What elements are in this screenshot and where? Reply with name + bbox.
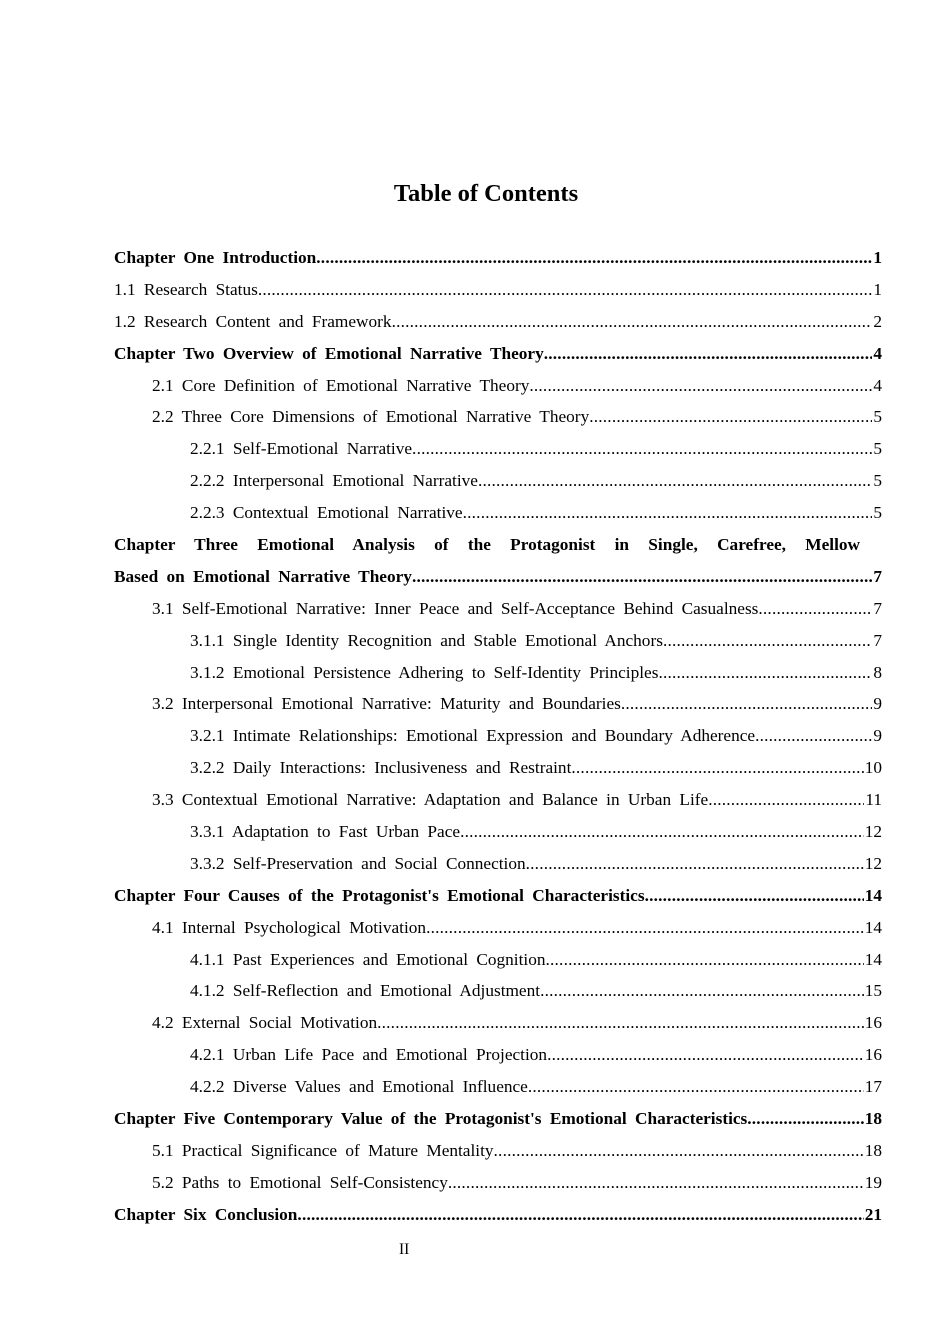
dot-leader xyxy=(316,242,872,274)
toc-entry-title: 1.1 Research Status xyxy=(114,279,258,299)
toc-entry-page: 1 xyxy=(873,248,882,267)
toc-entry-page: 12 xyxy=(864,853,882,873)
toc-entry-title: 3.2.1 Intimate Relationships: Emotional Expression and Boundary Adherence xyxy=(190,726,756,746)
dot-leader xyxy=(645,880,864,912)
toc-entry-title: 3.1.2 Emotional Persistence Adhering to Self-Identity Principles xyxy=(190,662,659,682)
toc-entry-page: 14 xyxy=(864,949,882,969)
toc-entry-2-1[interactable] xyxy=(114,370,882,402)
toc-entry-title: 3.3 Contextual Emotional Narrative: Adaptation and Balance in Urban Life xyxy=(152,790,709,810)
toc-entry-chapter-6[interactable] xyxy=(114,1199,882,1231)
toc-entry-page: 18 xyxy=(864,1140,882,1160)
toc-entry-title: Chapter Five Contemporary Value of the Protagonist's Emotional Characteristics xyxy=(114,1109,748,1129)
toc-entry-3-3-2[interactable] xyxy=(114,848,882,880)
toc-entry-page: 8 xyxy=(873,662,882,682)
toc-entry-3-1[interactable] xyxy=(114,593,882,625)
dot-leader xyxy=(426,912,864,944)
toc-entry-title: 3.3.2 Self-Preservation and Social Connection xyxy=(190,853,526,873)
toc-entry-title: Chapter One Introduction xyxy=(114,248,317,267)
toc-entry-chapter-2[interactable] xyxy=(114,338,882,370)
toc-entry-1-2[interactable] xyxy=(114,306,882,338)
dot-leader xyxy=(526,848,864,880)
dot-leader xyxy=(758,593,872,625)
dot-leader xyxy=(747,1103,863,1135)
dot-leader xyxy=(708,784,864,816)
toc-entry-title: Chapter Three Emotional Analysis of the Protagonist in Single, Carefree, Mellow xyxy=(114,535,860,555)
toc-entry-page: 7 xyxy=(873,566,882,586)
toc-entry-page: 16 xyxy=(864,1013,882,1033)
dot-leader xyxy=(546,944,864,976)
toc-entry-3-1-2[interactable] xyxy=(114,657,882,689)
toc-entry-title: Based on Emotional Narrative Theory xyxy=(114,566,412,586)
dot-leader xyxy=(589,401,872,433)
dot-leader xyxy=(571,752,863,784)
toc-entry-page: 18 xyxy=(864,1109,882,1129)
toc-entry-4-1-1[interactable] xyxy=(114,944,882,976)
toc-entry-title: 2.2.2 Interpersonal Emotional Narrative xyxy=(190,471,478,491)
toc-entry-page: 5 xyxy=(873,503,882,523)
toc-entry-page: 10 xyxy=(864,758,882,778)
dot-leader xyxy=(377,1007,864,1039)
toc-entry-title: 5.2 Paths to Emotional Self-Consistency xyxy=(152,1172,448,1192)
toc-entry-2-2-2[interactable] xyxy=(114,465,882,497)
toc-entry-page: 4 xyxy=(873,375,882,395)
toc-entry-title: 2.1 Core Definition of Emotional Narrative Theory xyxy=(152,375,530,395)
toc-entry-chapter-1[interactable] xyxy=(114,242,882,274)
toc-entry-page: 9 xyxy=(873,726,882,746)
toc-entry-4-2-1[interactable] xyxy=(114,1039,882,1071)
toc-entry-page: 12 xyxy=(864,822,882,842)
dot-leader xyxy=(412,433,872,465)
toc-entry-page: 15 xyxy=(864,981,882,1001)
toc-entry-page: 1 xyxy=(873,279,882,299)
dot-leader xyxy=(621,688,872,720)
toc-entry-title: 4.1.2 Self-Reflection and Emotional Adjustment xyxy=(190,981,541,1001)
dot-leader xyxy=(460,816,864,848)
toc-entry-title: Chapter Six Conclusion xyxy=(114,1204,298,1224)
toc-entry-4-1-2[interactable] xyxy=(114,975,882,1007)
dot-leader xyxy=(658,657,872,689)
toc-entry-page: 7 xyxy=(873,598,882,618)
toc-list xyxy=(114,242,882,1231)
toc-entry-4-2-2[interactable] xyxy=(114,1071,882,1103)
toc-entry-chapter-3-line1[interactable] xyxy=(114,529,882,561)
dot-leader xyxy=(547,1039,864,1071)
dot-leader xyxy=(663,625,872,657)
toc-entry-title: 4.2 External Social Motivation xyxy=(152,1013,378,1033)
toc-entry-page: 7 xyxy=(873,630,882,650)
toc-entry-title: 3.1.1 Single Identity Recognition and Stable Emotional Anchors xyxy=(190,630,663,650)
toc-entry-title: 4.1 Internal Psychological Motivation xyxy=(152,917,427,937)
toc-entry-3-2-2[interactable] xyxy=(114,752,882,784)
dot-leader xyxy=(392,306,873,338)
dot-leader xyxy=(448,1167,864,1199)
toc-entry-title: 5.1 Practical Significance of Mature Mentality xyxy=(152,1140,494,1160)
toc-entry-chapter-5[interactable] xyxy=(114,1103,882,1135)
toc-entry-title: 3.3.1 Adaptation to Fast Urban Pace xyxy=(190,822,461,842)
toc-entry-chapter-3-line2[interactable] xyxy=(114,561,882,593)
toc-entry-1-1[interactable] xyxy=(114,274,882,306)
toc-entry-page: 16 xyxy=(864,1045,882,1065)
toc-entry-title: 2.2 Three Core Dimensions of Emotional Narrative Theory xyxy=(152,407,590,427)
toc-entry-title: 2.2.1 Self-Emotional Narrative xyxy=(190,439,413,459)
toc-entry-page: 21 xyxy=(864,1204,882,1224)
toc-entry-page: 5 xyxy=(873,407,882,427)
toc-entry-title: 4.2.2 Diverse Values and Emotional Influence xyxy=(190,1077,528,1097)
toc-entry-chapter-4[interactable] xyxy=(114,880,882,912)
toc-entry-title: 4.2.1 Urban Life Pace and Emotional Projection xyxy=(190,1045,548,1065)
toc-entry-3-3-1[interactable] xyxy=(114,816,882,848)
toc-entry-title: 2.2.3 Contextual Emotional Narrative xyxy=(190,503,463,523)
toc-entry-title: 3.2 Interpersonal Emotional Narrative: Maturity and Boundaries xyxy=(152,694,621,714)
toc-entry-title: Chapter Four Causes of the Protagonist's Emotional Characteristics xyxy=(114,885,645,905)
page-number: II xyxy=(399,1241,410,1258)
dot-leader xyxy=(540,975,864,1007)
toc-entry-page: 9 xyxy=(873,694,882,714)
toc-entry-5-2[interactable] xyxy=(114,1167,882,1199)
toc-entry-page: 17 xyxy=(864,1077,882,1097)
toc-entry-page: 4 xyxy=(873,343,882,363)
toc-entry-page: 19 xyxy=(864,1172,882,1192)
toc-entry-4-2[interactable] xyxy=(114,1007,882,1039)
dot-leader xyxy=(463,497,873,529)
toc-entry-page: 5 xyxy=(873,439,882,459)
toc-entry-title: Chapter Two Overview of Emotional Narrative Theory xyxy=(114,343,544,363)
toc-entry-page: 11 xyxy=(865,790,882,810)
toc-entry-3-2-1[interactable] xyxy=(114,720,882,752)
toc-entry-3-1-1[interactable] xyxy=(114,625,882,657)
toc-entry-page: 2 xyxy=(873,311,882,331)
dot-leader xyxy=(412,561,872,593)
toc-entry-page: 14 xyxy=(864,917,882,937)
toc-entry-3-3[interactable] xyxy=(114,784,882,816)
dot-leader xyxy=(297,1199,863,1231)
toc-title: Table of Contents xyxy=(393,180,579,207)
toc-entry-3-2[interactable] xyxy=(114,688,882,720)
toc-entry-4-1[interactable] xyxy=(114,912,882,944)
toc-entry-page: 14 xyxy=(864,885,882,905)
dot-leader xyxy=(755,720,872,752)
dot-leader xyxy=(544,338,873,370)
dot-leader xyxy=(529,370,872,402)
toc-entry-5-1[interactable] xyxy=(114,1135,882,1167)
toc-entry-2-2-1[interactable] xyxy=(114,433,882,465)
toc-entry-title: 3.2.2 Daily Interactions: Inclusiveness and Restraint xyxy=(190,758,572,778)
dot-leader xyxy=(478,465,872,497)
toc-entry-title: 4.1.1 Past Experiences and Emotional Cognition xyxy=(190,949,546,969)
dot-leader xyxy=(494,1135,864,1167)
toc-entry-2-2[interactable] xyxy=(114,401,882,433)
toc-entry-2-2-3[interactable] xyxy=(114,497,882,529)
toc-entry-title: 3.1 Self-Emotional Narrative: Inner Peace and Self-Acceptance Behind Casualness xyxy=(152,598,759,618)
dot-leader xyxy=(528,1071,864,1103)
dot-leader xyxy=(258,274,873,306)
toc-entry-title: 1.2 Research Content and Framework xyxy=(114,311,392,331)
toc-entry-page: 5 xyxy=(873,471,882,491)
